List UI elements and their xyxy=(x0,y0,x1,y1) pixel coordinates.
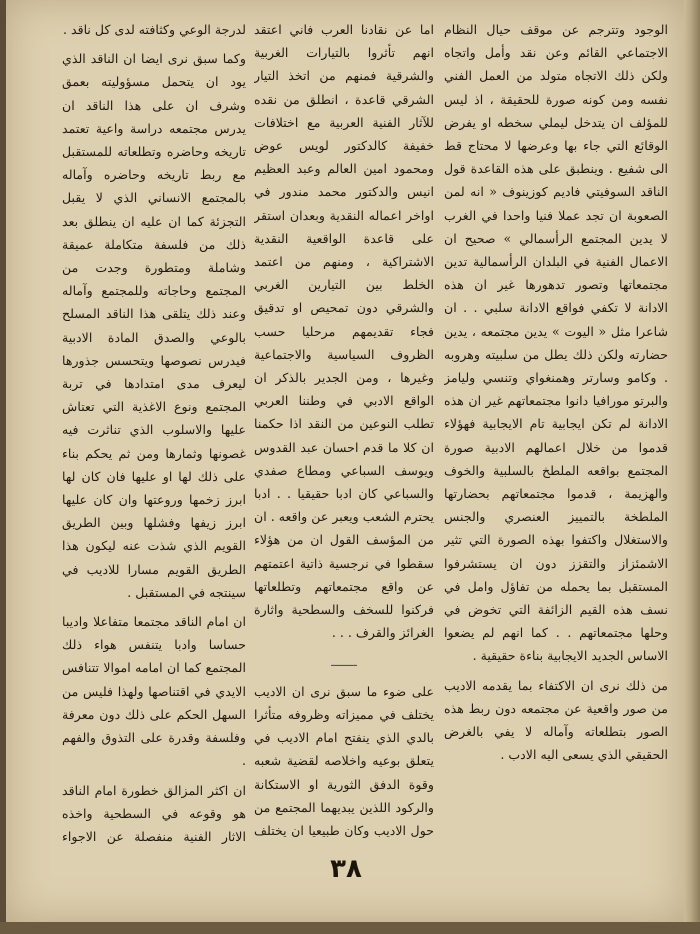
paragraph: وكما سبق نرى ايضا ان الناقد الذي يود ان يتحمل مسؤوليته بعمق وشرف ان على هذا الناقد ان يدرس مجتمعه دراسة واعية تعتمد تاريخه وحاضره وتطلعاته للمستقبل مع ربط تاريخه وحاضره وآماله بالمجتمع الانساني الذي لا يقبل التجزئة كما ان عليه ان ينطلق بعد ذلك من فلسفة متكاملة عميقة وشاملة ومتطورة وجدت من المجتمع وحاجاته وللمجتمع وآماله وعند ذلك يتلقى هذا الناقد المسلح بالوعي والصدق المادة الادبية فيدرس نصوصها ويتحسس جذورها ليعرف مدى امتدادها في تربة المجتمع ونوع الاغذية التي تعتاش عليها والاسلوب الذي تناثرت فيه غصونها وثمارها ومن ثم يحكم بناء على ذلك لها او عليها فان كان لها ابرز زخمها وروعتها وان كان عليها ابرز زيفها وفشلها وبين الطريق القويم الذي شذت عنه ليكون هذا الطريق القويم مسارا للاديب في سينتجه في المستقبل . xyxy=(62,51,246,600)
page-number: ٣٨ xyxy=(330,854,362,884)
paragraph: من ذلك نرى ان الاكتفاء بما يقدمه الاديب من صور واقعية عن مجتمعه دون ربط هذه الصور بتطلعاته وآماله لا يفي بالغرض الحقيقي الذي يسعى اليه الادب . xyxy=(444,677,668,763)
paragraph: الوجود وتترجم عن موقف حيال النظام الاجتماعي القائم وعن نقد وأمل واتجاه ولكن ذلك الاتجاه متولد من العمل الفني نفسه ومن كونه صورة للحقيقة ، اذ ليس للمؤلف ان يتدخل ليملي سخطه او يفرض الوقائع التي جاء بها وعرضها لا محتاج قط الى شفيع . وينطبق على هذه القاعدة قول الناقد السوفيتي فاديم كوزينوف « انه لمن الصعوبة ان تجد عملا فنيا واحدا في الغرب لا يدين المجتمع الرأسمالي » صحيح ان الاعمال الفنية في البلدان الرأسمالية تدين مجتمعاتها وتصور تدهورها غير ان هذه الادانة لا تكفي فواقع الادانة سلبي . . ان شاعرا مثل « اليوت » يدين مجتمعه ، يدين حضارته ولكن ذلك يطل من سلبيته وهروبه . وكامو وسارتر وهمنغواي وتنسي وليامز والبرتو مورافيا دانوا مجتمعاتهم غير ان هذه الادانة لم تكن ايجابية تام الايجابية فهؤلاء قدموا من خلال اعمالهم الادبية صورة المجتمع بواقعه الملطخ بالسلبية والخوف والهزيمة ، قدموا مجتمعاتهم بحضارتها الملطخة بالتمييز العنصري والجنس والاستغلال واكتفوا بهذه الصورة التي تثير الاشمئزاز والتقزز دون ان يستشرفوا المستقبل بما يحمله من تفاؤل وامل في نسف هذه القيم الزائفة التي تخوض في وحلها مجتمعاتهم . . كما انهم لم يضعوا الاساس الجديد الايجابية بناءة حقيقية . xyxy=(444,22,668,664)
text-column-right xyxy=(444,18,668,848)
magazine-page xyxy=(6,0,684,922)
paragraph: ان اكثر المزالق خطورة امام الناقد هو وقوعه في السطحية واخذه الاثار الفنية منفصلة عن الاجواء xyxy=(62,782,246,844)
binding-shadow xyxy=(0,922,700,934)
section-separator: ـــــــ xyxy=(331,654,357,670)
paragraph: على ضوء ما سبق نرى ان الاديب يختلف في مميزاته وظروفه متأثرا بالدي الذي ينفتح امام الاديب في يتعلق بوعيه واخلاصه لقضية شعبه وقوة الدفق الثورية او الاستكانة والركود اللذين يبديهما المجتمع من حول الاديب وكان طبيعيا ان يختلف xyxy=(254,683,434,838)
paragraph: اما عن نقادنا العرب فاني اعتقد انهم تأثروا بالتيارات الغربية والشرقية فمنهم من اتخذ التيار الشرقي قاعدة ، انطلق من نقده للآثار الفنية العربية مع اختلافات خفيفة كالدكتور لويس عوض ومحمود امين العالم وعبد العظيم انيس والدكتور محمد مندور في اواخر اعماله النقدية وبعدان استقر على قاعدة الواقعية النقدية الاشتراكية ، ومنهم من اعتمد الخلط بين التيارين الغربي والشرقي دون تمحيص او تدقيق فجاء تقديمهم مرحليا حسب الظروف السياسية والاجتماعية وغيرها ، ومن الجدير بالذكر ان الواقع الادبي في وطننا العربي تطلب النوعين من النقد اذا حكمنا ان كلا ما قدم احسان عبد القدوس ويوسف السباعي ومطاع صفدي والسباعي كان ادبا حقيقيا . . ادبا يحترم الشعب ويعبر عن واقعه . ان من المؤسف القول ان من هؤلاء سقطوا في نرجسية ذاتية اعتمتهم عن واقع مجتمعاتهم وتطلعاتها فركنوا للسخف والسطحية واثارة الغرائز والقرف . . . xyxy=(254,22,434,641)
paragraph: ان امام الناقد مجتمعا متفاعلا واديبا حساسا وادبا يتنفس هواء ذلك المجتمع كما ان امامه اموالا تتنافس الايدي في اقتناصها ولهذا فليس من السهل الحكم على ذلك دون معرفة وفلسفة وقدرة على التذوق والفهم . xyxy=(62,614,246,769)
text-column-left xyxy=(62,18,246,848)
text-column-middle xyxy=(254,18,434,848)
page-edge xyxy=(684,0,700,934)
paragraph: لدرجة الوعي وكثافته لدى كل ناقد . xyxy=(62,22,246,37)
